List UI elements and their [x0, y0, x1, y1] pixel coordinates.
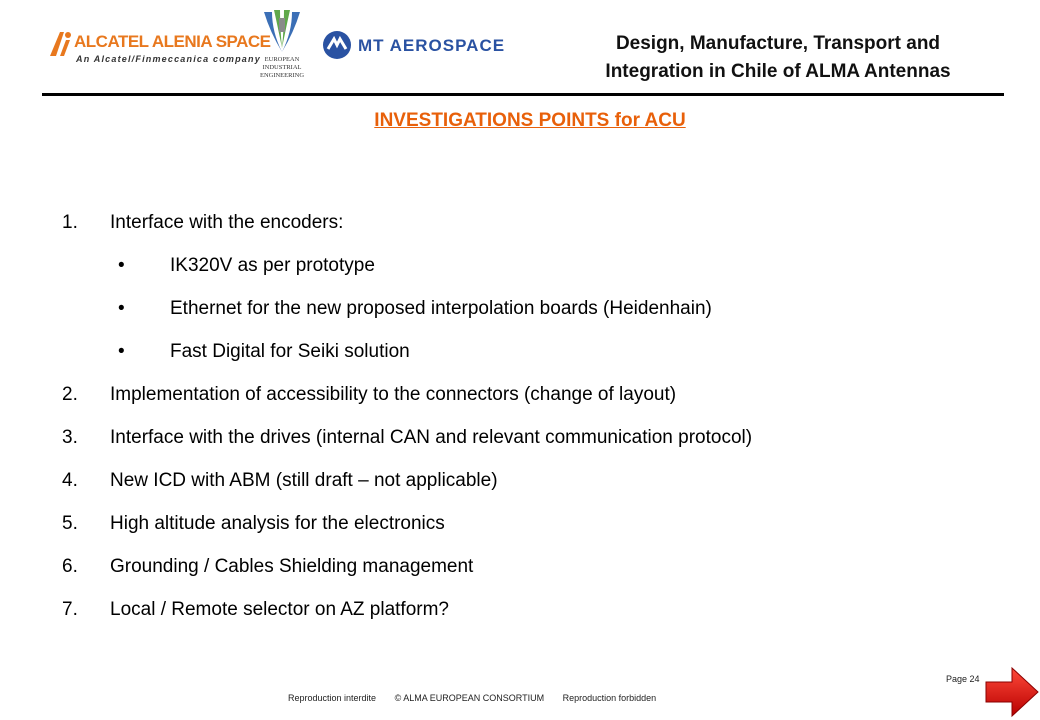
eie-emblem-icon	[260, 8, 304, 54]
footer-right: Reproduction forbidden	[562, 693, 657, 703]
list-item	[62, 208, 1022, 251]
document-title	[556, 30, 1000, 86]
list-item	[62, 466, 1022, 509]
header-divider	[42, 93, 1004, 96]
footer-left: Reproduction interdite	[288, 693, 377, 703]
item-number: 5.	[62, 513, 78, 534]
alcatel-logo-icon	[48, 30, 74, 58]
european-industrial-engineering-logo	[252, 8, 312, 88]
alcatel-logo-name: ALCATEL ALENIA SPACE	[74, 32, 271, 51]
footer-notice	[288, 693, 672, 703]
bullet-icon: •	[118, 255, 125, 276]
footer-copyright: © ALMA EUROPEAN CONSORTIUM	[394, 693, 545, 703]
mt-aerospace-logo	[322, 30, 528, 62]
alcatel-alenia-space-logo	[48, 26, 271, 70]
list-item	[62, 595, 1022, 638]
item-number: 1.	[62, 212, 78, 233]
document-title-line-2: Integration in Chile of ALMA Antennas	[605, 61, 951, 82]
item-text: Implementation of accessibility to the connectors (change of layout)	[110, 384, 677, 405]
list-item	[62, 380, 1022, 423]
item-text: Grounding / Cables Shielding management	[110, 556, 474, 577]
subitem-text: Fast Digital for Seiki solution	[170, 341, 410, 362]
item-number: 7.	[62, 599, 78, 620]
item-text: High altitude analysis for the electronics	[110, 513, 445, 534]
subitem-text: Ethernet for the new proposed interpolation boards (Heidenhain)	[170, 298, 712, 319]
list-subitem	[62, 251, 1022, 294]
document-title-line-1: Design, Manufacture, Transport and	[615, 33, 941, 54]
section-title: INVESTIGATIONS POINTS for ACU	[374, 110, 686, 131]
list-subitem	[62, 294, 1022, 337]
page-number: Page 24	[946, 674, 980, 684]
eie-logo-text: EUROPEAN INDUSTRIAL ENGINEERING	[259, 56, 305, 79]
next-slide-arrow-icon[interactable]	[982, 664, 1040, 720]
item-number: 4.	[62, 470, 78, 491]
item-text: Interface with the encoders:	[110, 212, 344, 233]
list-subitem	[62, 337, 1022, 380]
bullet-icon: •	[118, 341, 125, 362]
mt-aerospace-icon	[322, 30, 352, 60]
list-item	[62, 552, 1022, 595]
alcatel-logo-tagline: An Alcatel/Finmeccanica company	[76, 54, 261, 64]
list-item	[62, 509, 1022, 552]
bullet-icon: •	[118, 298, 125, 319]
investigation-list	[62, 208, 1022, 638]
subitem-text: IK320V as per prototype	[170, 255, 375, 276]
item-text: Local / Remote selector on AZ platform?	[110, 599, 449, 620]
item-number: 2.	[62, 384, 78, 405]
mt-aerospace-name: MT AEROSPACE	[358, 36, 506, 55]
item-text: Interface with the drives (internal CAN and relevant communication protocol)	[110, 427, 753, 448]
item-text: New ICD with ABM (still draft – not applicable)	[110, 470, 498, 491]
item-number: 6.	[62, 556, 78, 577]
list-item	[62, 423, 1022, 466]
item-number: 3.	[62, 427, 78, 448]
